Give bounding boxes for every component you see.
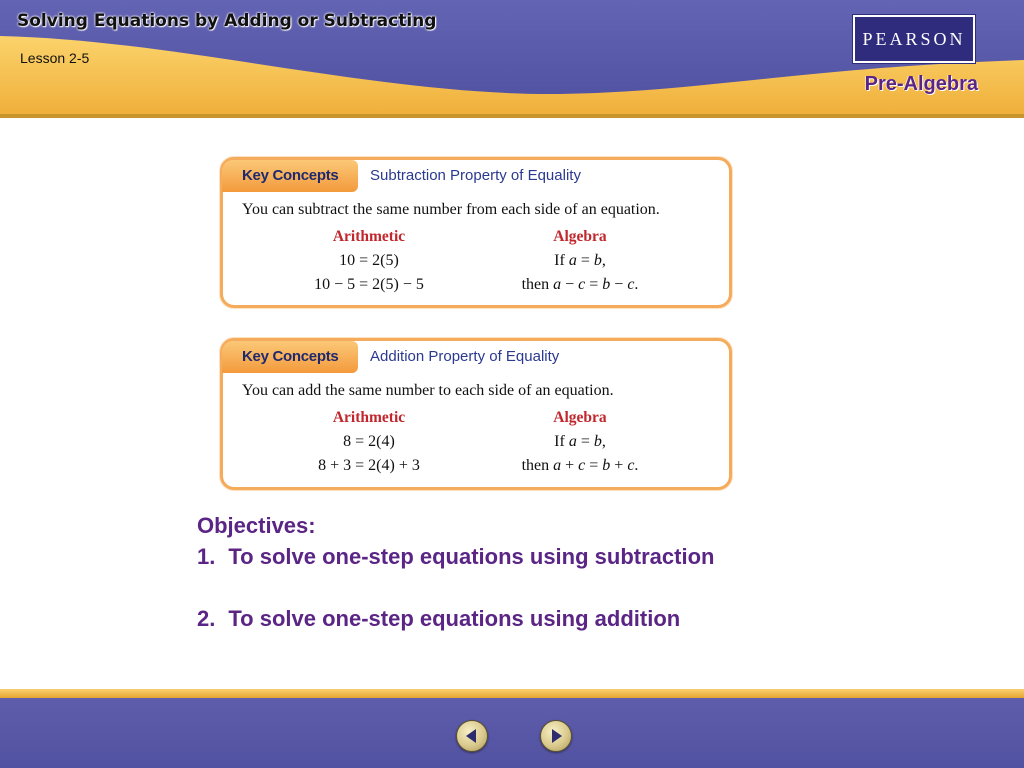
key-concept-addition [220,338,732,490]
arithmetic-column [259,228,479,297]
course-name: Pre-Algebra [864,73,978,95]
previous-slide-button[interactable] [456,720,488,752]
key-concept-subtraction [220,157,732,308]
key-concepts-label: Key Concepts [242,167,339,184]
pearson-logo: PEARSON [853,15,975,63]
concept-heading: Subtraction Property of Equality [370,167,581,184]
objective-text: To solve one-step equations using addition [228,606,681,631]
key-concepts-tab [222,160,358,192]
concept-heading: Addition Property of Equality [370,348,560,365]
arithmetic-column [259,409,479,478]
triangle-right-icon [541,721,571,751]
next-slide-button[interactable] [540,720,572,752]
arithmetic-line: 8 + 3 = 2(4) + 3 [318,457,420,474]
algebra-title: Algebra [553,228,607,245]
slide-title: Solving Equations by Adding or Subtracting [17,11,437,31]
objective-text: To solve one-step equations using subtraction [228,544,715,569]
lesson-label: Lesson 2-5 [20,50,90,66]
footer-stripe [0,689,1024,698]
objectives-block [197,510,714,634]
algebra-line: then a − c = b − c. [521,276,639,293]
algebra-column [470,228,690,297]
objective-spacer [197,572,714,603]
objective-item [197,603,714,634]
objective-number: 2. [197,606,216,631]
key-concepts-label: Key Concepts [242,348,339,365]
arithmetic-line: 10 − 5 = 2(5) − 5 [314,276,424,293]
algebra-line: If a = b, [554,252,606,269]
slide-header [0,0,1024,118]
triangle-left-icon [457,721,487,751]
objective-item [197,541,714,572]
algebra-line: then a + c = b + c. [521,457,639,474]
algebra-line: If a = b, [554,433,606,450]
objectives-heading: Objectives: [197,513,316,538]
algebra-column [470,409,690,478]
algebra-title: Algebra [553,409,607,426]
arithmetic-line: 8 = 2(4) [343,433,395,450]
slide-footer [0,698,1024,768]
arithmetic-title: Arithmetic [332,409,406,426]
concept-statement: You can subtract the same number from each side of an equation. [242,201,660,218]
arithmetic-line: 10 = 2(5) [339,252,399,269]
objective-number: 1. [197,544,216,569]
key-concepts-tab [222,341,358,373]
concept-statement: You can add the same number to each side of an equation. [242,382,614,399]
arithmetic-title: Arithmetic [332,228,406,245]
